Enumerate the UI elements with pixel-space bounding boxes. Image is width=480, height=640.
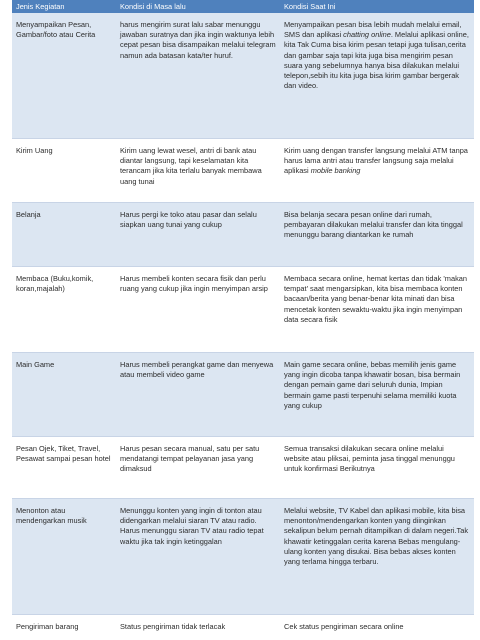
- cell-activity: Membaca (Buku,komik, koran,majalah): [12, 267, 116, 353]
- cell-present: [280, 203, 474, 267]
- cell-past: harus mengirim surat lalu sabar menunggu jawaban suratnya dan jika ingin waktunya lebih cepat pesan bisa disampaikan melalui telegram namun ada batasan kata/ter huruf.: [116, 13, 280, 139]
- cell-past: Harus membeli konten secara fisik dan perlu ruang yang cukup jika ingin menyimpan arsip: [116, 267, 280, 353]
- cell-present: [280, 353, 474, 437]
- cell-activity: Kirim Uang: [12, 139, 116, 203]
- cell-activity: Pengiriman barang: [12, 615, 116, 640]
- cell-past: Status pengiriman tidak terlacak: [116, 615, 280, 640]
- table-row: [12, 499, 474, 615]
- document-page: [12, 0, 474, 640]
- cell-present-text: Bisa belanja secara pesan online dari rumah, pembayaran dilakukan melalui transfer dan kita tinggal menunggu barang diantarkan ke rumah: [284, 210, 463, 239]
- cell-present-text: Membaca secara online, hemat kertas dan tidak 'makan tempat' saat mengarsipkan, kita bisa membaca konten bacaan/berita yang benar-benar kita minati dan bisa mencetak konten sewaktu-waktu jika ingin menyimpan data secara fisik: [284, 274, 467, 324]
- cell-present: [280, 615, 474, 640]
- table-row: [12, 139, 474, 203]
- cell-present: [280, 267, 474, 353]
- cell-activity: Pesan Ojek, Tiket, Travel, Pesawat sampai pesan hotel: [12, 437, 116, 499]
- cell-present-text: Kirim uang dengan transfer langsung melalui ATM tanpa harus lama antri atau transfer langsung saja melalui aplikasi: [284, 146, 468, 175]
- cell-activity: Main Game: [12, 353, 116, 437]
- table-body: [12, 13, 474, 640]
- comparison-table: [12, 0, 474, 640]
- header-activity: Jenis Kegiatan: [12, 0, 116, 13]
- cell-present-emphasis: mobile banking: [311, 166, 361, 175]
- cell-past: Kirim uang lewat wesel, antri di bank atau diantar langsung, tapi keselamatan kita terancam jika kita terlalu banyak membawa uang tunai: [116, 139, 280, 203]
- cell-present-text: Melalui website, TV Kabel dan aplikasi mobile, kita bisa menonton/mendengarkan konten yang diinginkan sekalipun belum pernah ditampilkan di dalam negeri.Tak khawatir ketinggalan cerita karena Bebas mengulang-ulang konten yang disukai. Bisa bebas akses konten yang terlama hingga terbaru.: [284, 506, 468, 566]
- cell-present: [280, 437, 474, 499]
- cell-present-text: Cek status pengiriman secara online: [284, 622, 404, 631]
- header-row: [12, 0, 474, 13]
- table-row: [12, 615, 474, 640]
- table-row: [12, 13, 474, 139]
- cell-past: Menunggu konten yang ingin di tonton atau didengarkan melalui siaran TV atau radio. Harus menunggu siaran TV atau radio tepat waktu jika tak ingin ketinggalan: [116, 499, 280, 615]
- cell-present-text-tail: . Melalui aplikasi online, kita Tak Cuma bisa kirim pesan tetapi juga tulisan,cerita dan gambar saja tapi kita juga bisa mengirim pesan suara yang sebelumnya hanya bisa dilakukan melalui telepon,sebih itu kita juga bisa kirim gambar bergerak dan video.: [284, 30, 469, 90]
- header-past: Kondisi di Masa lalu: [116, 0, 280, 13]
- cell-present: [280, 139, 474, 203]
- header-present: Kondisi Saat Ini: [280, 0, 474, 13]
- cell-past: Harus membeli perangkat game dan menyewa atau membeli video game: [116, 353, 280, 437]
- cell-present-text: Semua transaksi dilakukan secara online melalui website atau pliksai, peminta jasa tinggal menunggu untuk konfirmasi Berikutnya: [284, 444, 455, 473]
- cell-present-emphasis: chatting online: [343, 30, 391, 39]
- cell-present-text: Menyampaikan pesan bisa lebih mudah melalui email, SMS dan aplikasi: [284, 20, 461, 39]
- cell-present: [280, 499, 474, 615]
- table-row: [12, 203, 474, 267]
- table-row: [12, 437, 474, 499]
- cell-activity: Menonton atau mendengarkan musik: [12, 499, 116, 615]
- cell-present-text: Main game secara online, bebas memilih jenis game yang ingin dicoba tanpa khawatir bosan, bisa bermain dengan pemain game dari seluruh dunia, Impian bermain game pasti terpenuhi selama memiliki kuota yang cukup: [284, 360, 460, 410]
- table-row: [12, 353, 474, 437]
- cell-past: Harus pesan secara manual, satu per satu mendatangi tempat pelayanan jasa yang dimaksud: [116, 437, 280, 499]
- cell-activity: Belanja: [12, 203, 116, 267]
- cell-activity: Menyampaikan Pesan, Gambar/foto atau Cerita: [12, 13, 116, 139]
- cell-present: [280, 13, 474, 139]
- table-header: [12, 0, 474, 13]
- cell-past: Harus pergi ke toko atau pasar dan selalu siapkan uang tunai yang cukup: [116, 203, 280, 267]
- table-row: [12, 267, 474, 353]
